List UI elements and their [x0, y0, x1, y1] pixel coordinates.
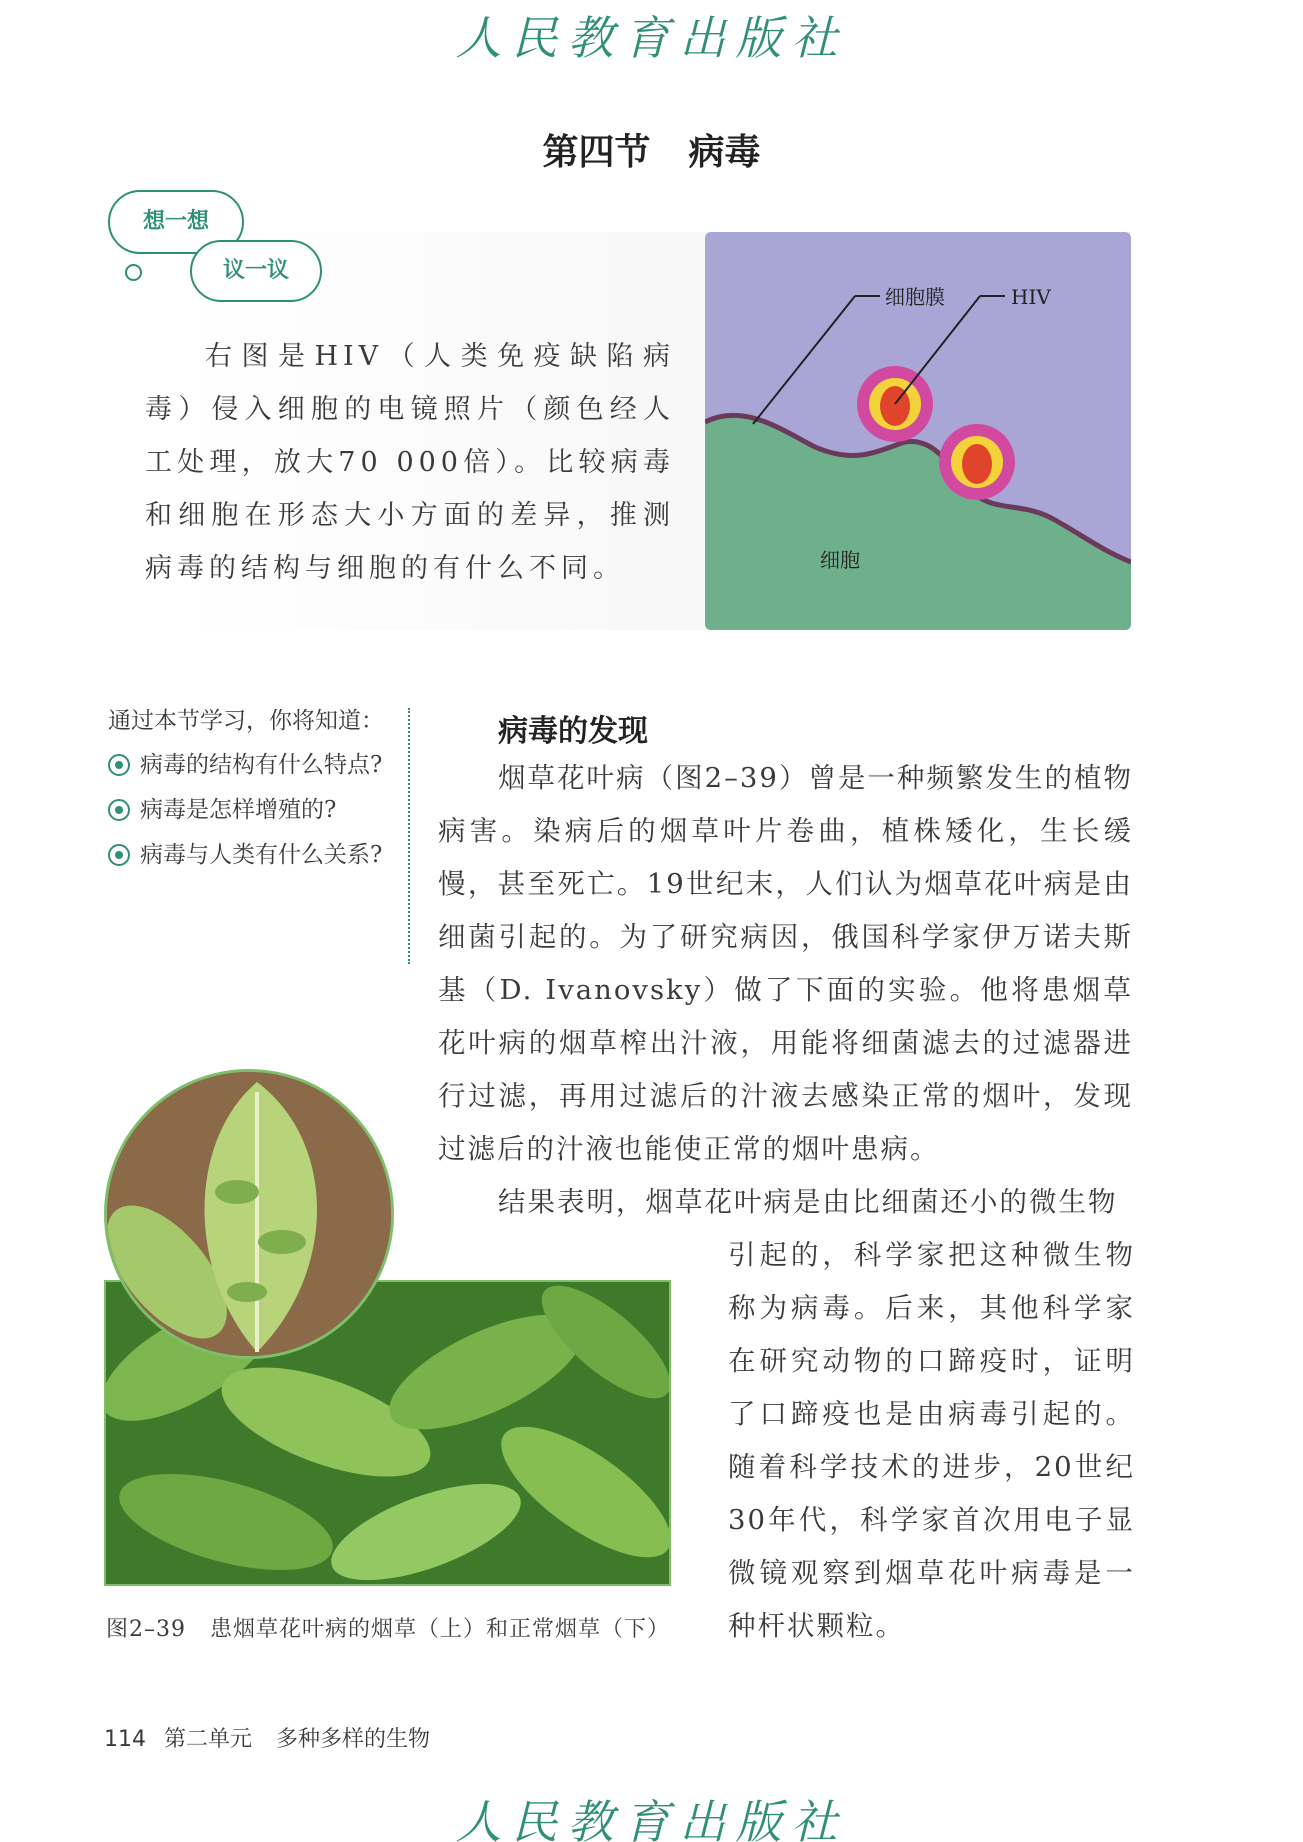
figure-number: 图2–39 [106, 1617, 186, 1642]
diseased-tobacco-photo [104, 1069, 394, 1359]
cell-label: 细胞 [820, 548, 860, 572]
publisher-logo-top: 人民教育出版社 [455, 11, 848, 65]
dotted-divider [408, 708, 410, 964]
goal-text: 病毒的结构有什么特点? [140, 752, 383, 778]
membrane-label: 细胞膜 [885, 285, 945, 309]
learning-goals [108, 704, 408, 882]
learning-goals-heading: 通过本节学习，你将知道： [108, 708, 384, 734]
bullet-icon [108, 754, 130, 776]
section-number: 第四节 [542, 132, 651, 173]
page-footer [104, 1722, 430, 1753]
virus-label: HIV [1011, 285, 1051, 309]
unit-title: 多种多样的生物 [276, 1727, 431, 1752]
bubble-tail-icon [125, 264, 142, 281]
figure-caption [106, 1612, 670, 1643]
publisher-logo-bottom: 人民教育出版社 [455, 1795, 848, 1842]
section-title [0, 124, 1303, 175]
paragraph-2-first-line: 结果表明，烟草花叶病是由比细菌还小的微生物 [498, 1186, 1118, 1218]
figure-caption-text: 患烟草花叶病的烟草（上）和正常烟草（下） [210, 1617, 671, 1642]
paragraph-2-rest: 引起的，科学家把这种微生物称为病毒。后来，其他科学家在研究动物的口蹄疫时，证明了口蹄疫也是由病毒引起的。随着科学技术的进步，20世纪30年代，科学家首次用电子显微镜观察到烟草花叶病毒是一种杆状颗粒。 [728, 1239, 1135, 1642]
goal-text: 病毒与人类有什么关系? [140, 842, 383, 868]
goal-item [108, 837, 408, 873]
goal-item [108, 792, 408, 828]
section-name: 病毒 [688, 132, 761, 173]
hiv-particle-2 [939, 424, 1015, 500]
goal-text: 病毒是怎样增殖的? [140, 797, 337, 823]
page-number: 114 [104, 1727, 146, 1752]
unit-label: 第二单元 [164, 1727, 253, 1752]
subsection-title: 病毒的发现 [498, 714, 648, 749]
bullet-icon [108, 799, 130, 821]
goal-item [108, 747, 408, 783]
intro-text: 右图是HIV（人类免疫缺陷病毒）侵入细胞的电镜照片（颜色经人工处理，放大70 000倍）。比较病毒和细胞在形态大小方面的差异，推测病毒的结构与细胞的有什么不同。 [145, 341, 675, 584]
paragraph-1: 烟草花叶病（图2–39）曾是一种频繁发生的植物病害。染病后的烟草叶片卷曲，植株矮化，生长缓慢，甚至死亡。19世纪末，人们认为烟草花叶病是由细菌引起的。为了研究病因，俄国科学家伊万诺夫斯基（D. Ivanovsky）做了下面的实验。他将患烟草花叶病的烟草榨出汁液，用能将细菌滤去的过滤器进行过滤，再用过滤后的汁液去感染正常的烟叶，发现过滤后的汁液也能使正常的烟叶患病。 [438, 762, 1133, 1165]
think-bubble: 想一想 [108, 190, 244, 254]
discuss-bubble: 议一议 [190, 240, 322, 302]
hiv-micrograph [705, 232, 1131, 630]
bullet-icon [108, 844, 130, 866]
